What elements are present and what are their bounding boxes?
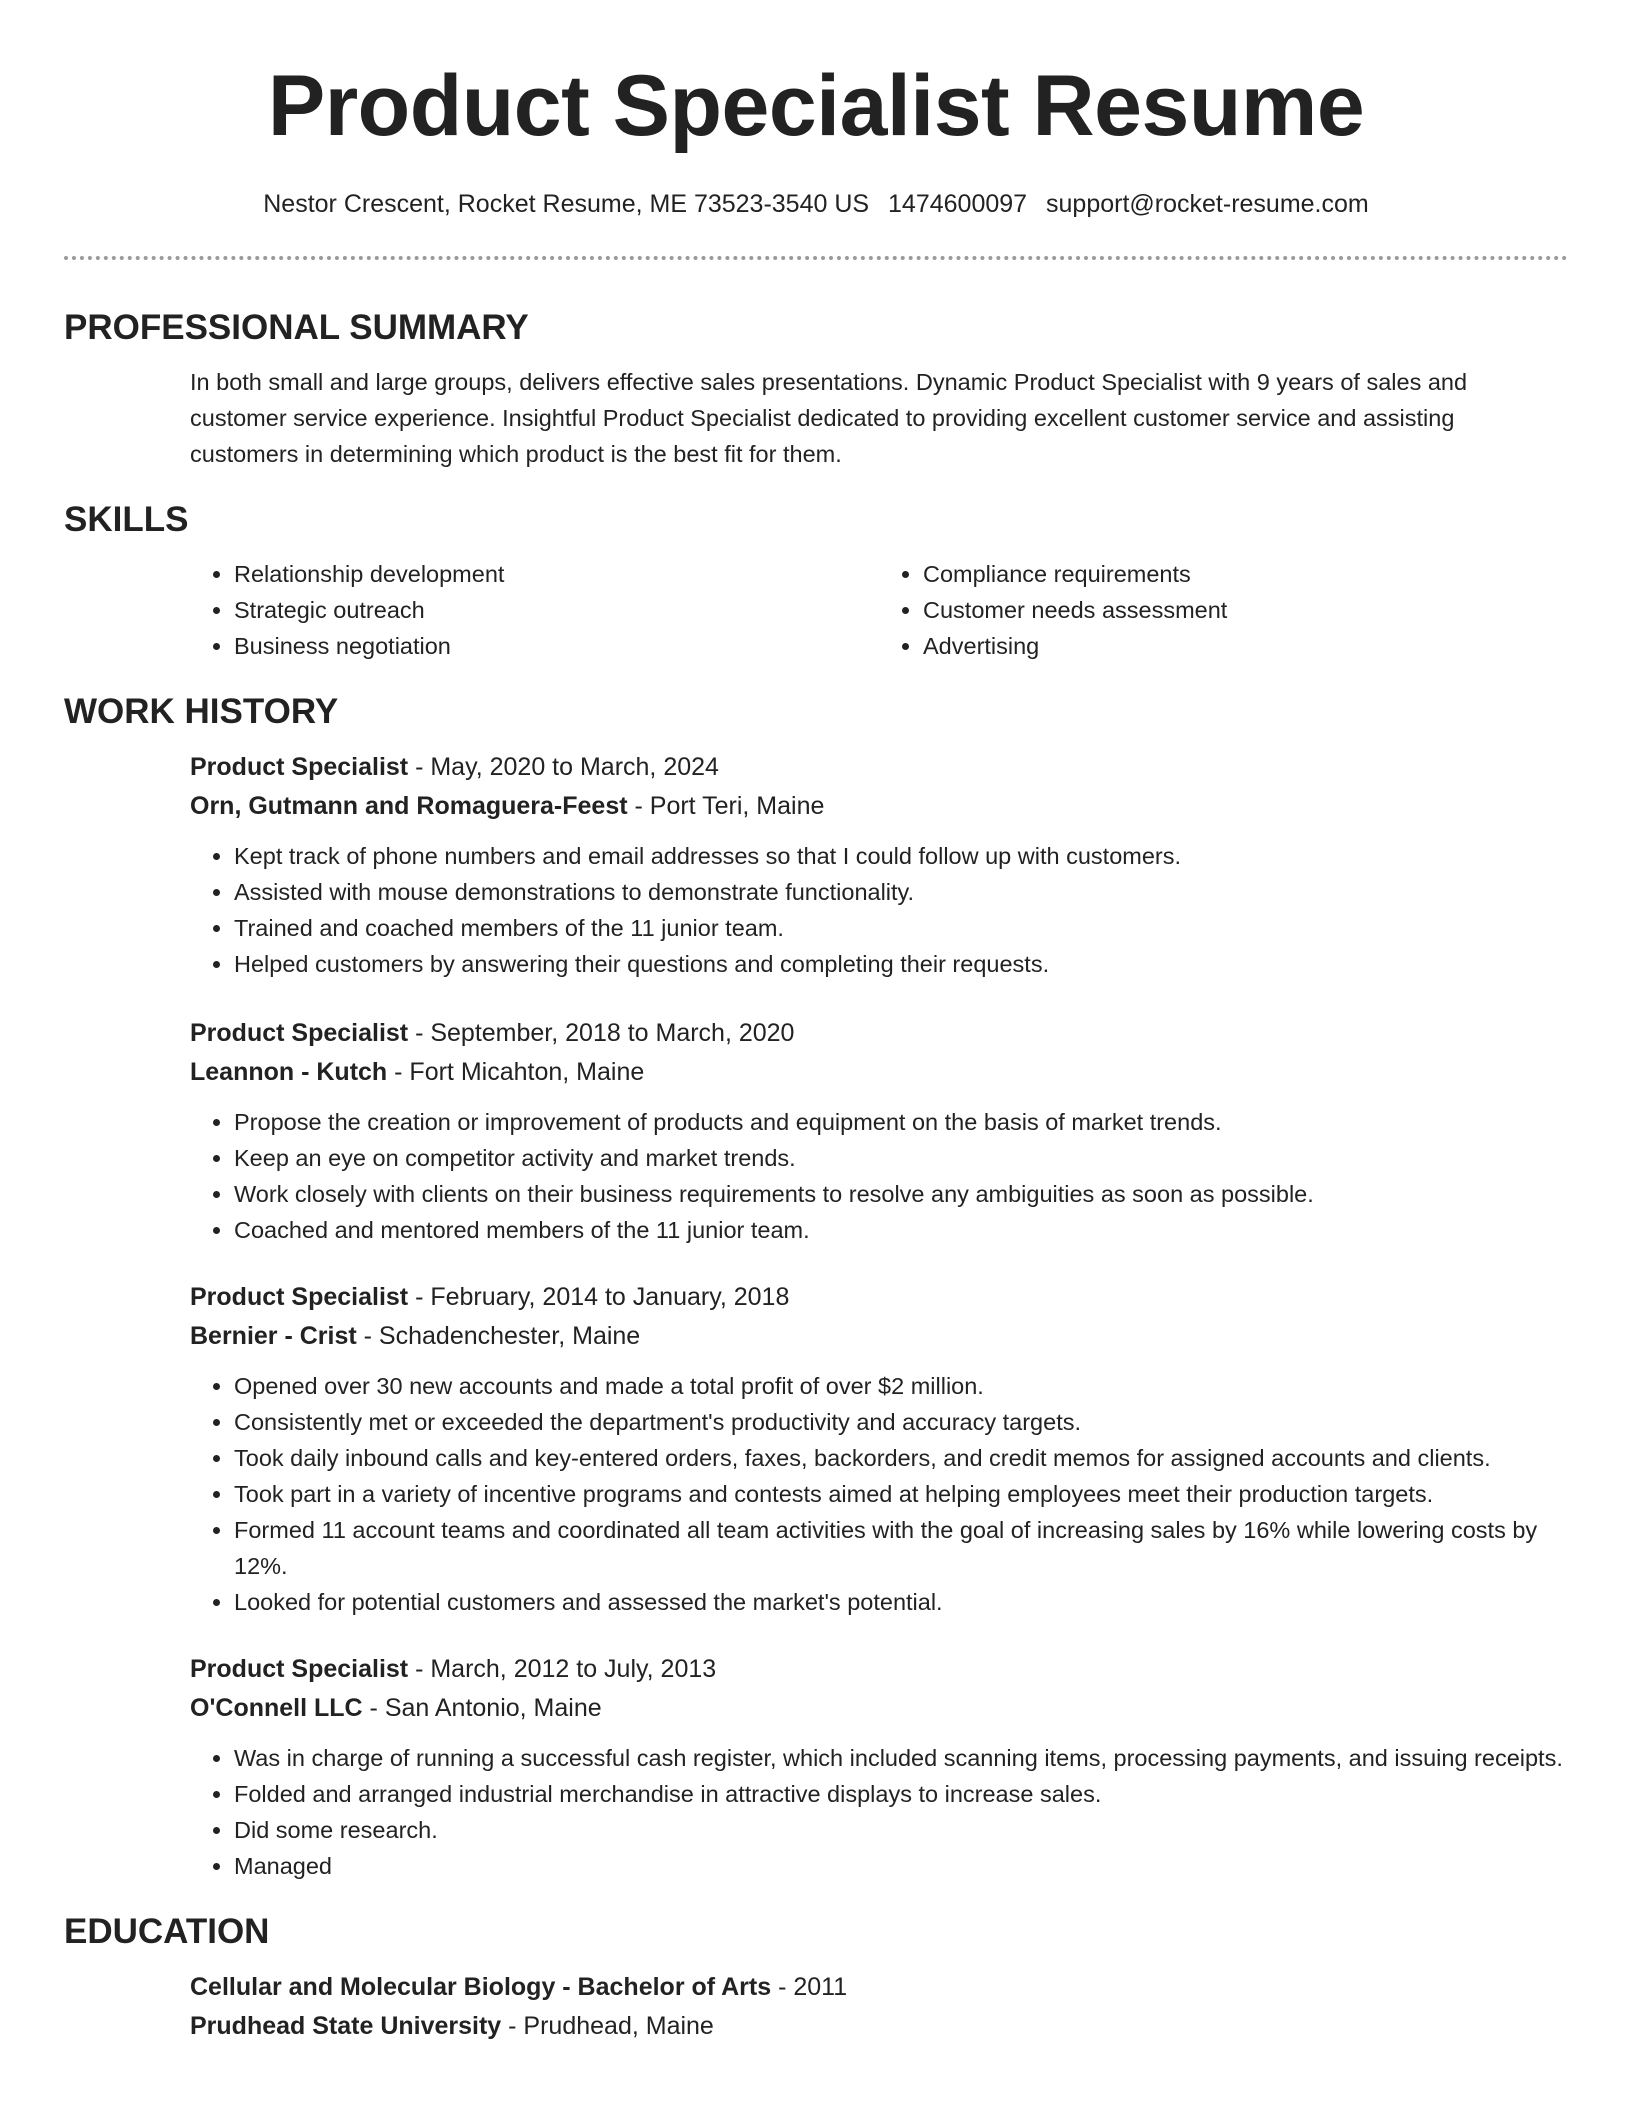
- job-bullets: [190, 1368, 1568, 1620]
- list-item: • Took part in a variety of incentive programs and contests aimed at helping employees meet their production targets.: [234, 1476, 1568, 1512]
- skill-item: • Strategic outreach: [234, 592, 879, 628]
- summary-heading: PROFESSIONAL SUMMARY: [64, 308, 529, 347]
- skills-list-right: [879, 556, 1568, 664]
- education-entry: [190, 1968, 1568, 2046]
- job-title: Product Specialist: [190, 1019, 409, 1047]
- list-item: • Coached and mentored members of the 11 junior team.: [234, 1212, 1568, 1248]
- skills-section: [190, 556, 1568, 664]
- job-bullets: [190, 1740, 1568, 1884]
- education-location: - Prudhead, Maine: [501, 2012, 714, 2040]
- job-title: Product Specialist: [190, 753, 409, 781]
- contact-line: [0, 186, 1632, 222]
- education-year: - 2011: [771, 1973, 848, 2001]
- list-item: • Trained and coached members of the 11 junior team.: [234, 910, 1568, 946]
- education-heading: EDUCATION: [64, 1912, 270, 1951]
- skills-heading: SKILLS: [64, 500, 189, 539]
- list-item: • Managed: [234, 1848, 1568, 1884]
- job-company-line: [190, 1689, 1568, 1728]
- list-item: • Assisted with mouse demonstrations to demonstrate functionality.: [234, 874, 1568, 910]
- resume-title: Product Specialist Resume: [267, 58, 1365, 154]
- contact-email: support@rocket-resume.com: [1046, 190, 1369, 218]
- education-degree-line: [190, 1968, 1568, 2007]
- header-divider: [64, 256, 1568, 260]
- education-degree: Cellular and Molecular Biology - Bachelor of Arts: [190, 1973, 772, 2001]
- job-dates: - May, 2020 to March, 2024: [408, 753, 719, 781]
- job-bullets: [190, 1104, 1568, 1248]
- job-entry: [190, 1014, 1568, 1248]
- job-location: - Fort Micahton, Maine: [387, 1058, 645, 1086]
- contact-address: Nestor Crescent, Rocket Resume, ME 73523-3540 US: [263, 190, 870, 218]
- job-title-line: [190, 1650, 1568, 1689]
- job-location: - San Antonio, Maine: [362, 1694, 602, 1722]
- job-title-line: [190, 1014, 1568, 1053]
- job-company-line: [190, 787, 1568, 826]
- job-title-line: [190, 748, 1568, 787]
- list-item: • Consistently met or exceeded the department's productivity and accuracy targets.: [234, 1404, 1568, 1440]
- contact-phone: 1474600097: [888, 190, 1028, 218]
- job-dates: - February, 2014 to January, 2018: [408, 1283, 790, 1311]
- job-company-line: [190, 1317, 1568, 1356]
- job-entry: [190, 748, 1568, 982]
- summary-section: [190, 364, 1568, 472]
- skill-item: • Relationship development: [234, 556, 879, 592]
- skill-item: • Compliance requirements: [923, 556, 1568, 592]
- education-school: Prudhead State University: [190, 2012, 502, 2040]
- list-item: • Was in charge of running a successful cash register, which included scanning items, processing payments, and issuing receipts.: [234, 1740, 1568, 1776]
- skill-item: • Customer needs assessment: [923, 592, 1568, 628]
- job-company: Bernier - Crist: [190, 1322, 357, 1350]
- skill-item: • Business negotiation: [234, 628, 879, 664]
- job-dates: - September, 2018 to March, 2020: [408, 1019, 795, 1047]
- skills-list-left: [190, 556, 879, 664]
- list-item: • Keep an eye on competitor activity and market trends.: [234, 1140, 1568, 1176]
- list-item: • Work closely with clients on their business requirements to resolve any ambiguities as soon as possible.: [234, 1176, 1568, 1212]
- list-item: • Opened over 30 new accounts and made a total profit of over $2 million.: [234, 1368, 1568, 1404]
- job-location: - Schadenchester, Maine: [356, 1322, 641, 1350]
- education-school-line: [190, 2007, 1568, 2046]
- job-entry: [190, 1278, 1568, 1620]
- job-location: - Port Teri, Maine: [627, 792, 825, 820]
- list-item: • Looked for potential customers and assessed the market's potential.: [234, 1584, 1568, 1620]
- list-item: • Propose the creation or improvement of products and equipment on the basis of market trends.: [234, 1104, 1568, 1140]
- skill-item: • Advertising: [923, 628, 1568, 664]
- job-title-line: [190, 1278, 1568, 1317]
- work-heading: WORK HISTORY: [64, 692, 339, 731]
- list-item: • Folded and arranged industrial merchandise in attractive displays to increase sales.: [234, 1776, 1568, 1812]
- list-item: • Took daily inbound calls and key-entered orders, faxes, backorders, and credit memos for assigned accounts and clients.: [234, 1440, 1568, 1476]
- job-company: O'Connell LLC: [190, 1694, 363, 1722]
- job-title: Product Specialist: [190, 1283, 409, 1311]
- list-item: • Formed 11 account teams and coordinated all team activities with the goal of increasing sales by 16% while lowering costs by 12%.: [234, 1512, 1568, 1584]
- summary-text: In both small and large groups, delivers effective sales presentations. Dynamic Product Specialist with 9 years of sales and customer service experience. Insightful Product Specialist dedicated to providing excellent customer service and assisting customers in determining which product is the best fit for them.: [190, 369, 1468, 467]
- job-company: Orn, Gutmann and Romaguera-Feest: [190, 792, 628, 820]
- job-company-line: [190, 1053, 1568, 1092]
- job-title: Product Specialist: [190, 1655, 409, 1683]
- list-item: • Kept track of phone numbers and email addresses so that I could follow up with customers.: [234, 838, 1568, 874]
- list-item: • Did some research.: [234, 1812, 1568, 1848]
- job-bullets: [190, 838, 1568, 982]
- job-company: Leannon - Kutch: [190, 1058, 388, 1086]
- job-dates: - March, 2012 to July, 2013: [408, 1655, 717, 1683]
- list-item: • Helped customers by answering their questions and completing their requests.: [234, 946, 1568, 982]
- job-entry: [190, 1650, 1568, 1884]
